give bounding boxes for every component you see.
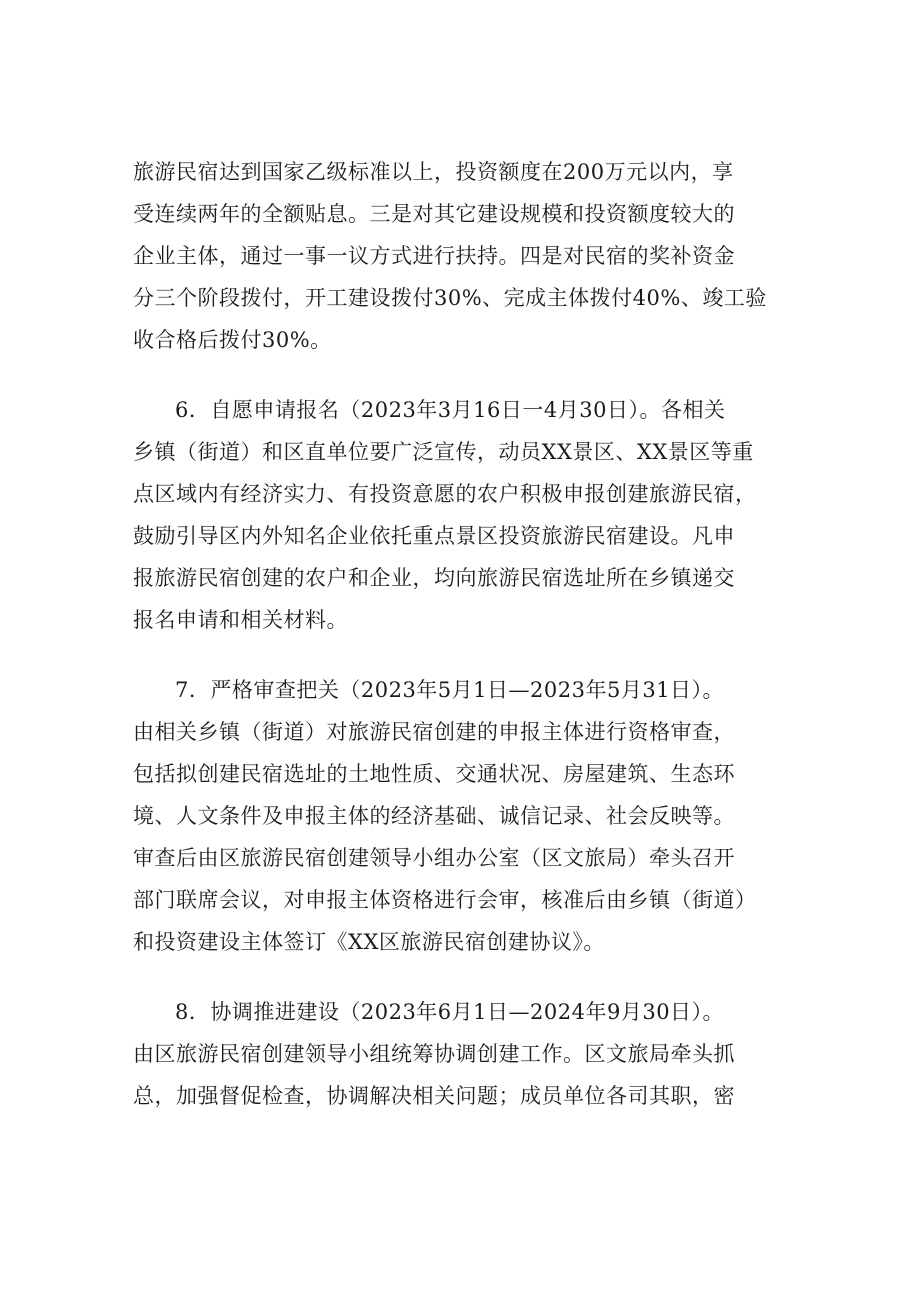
text-line: 审查后由区旅游民宿创建领导小组办公室（区文旅局）牵头召开 bbox=[133, 846, 735, 870]
paragraph-heading-6: 6．自愿申请报名（2023年3月16日一4月30日）。各相关 bbox=[175, 398, 726, 422]
text-line: 收合格后拨付30%。 bbox=[133, 328, 332, 352]
text-line: 点区域内有经济实力、有投资意愿的农户积极申报创建旅游民宿， bbox=[133, 482, 757, 506]
text-line: 报名申请和相关材料。 bbox=[133, 608, 348, 632]
text-line: 部门联席会议，对申报主体资格进行会审，核准后由乡镇（街道） bbox=[133, 888, 757, 912]
text-line: 乡镇（街道）和区直单位要广泛宣传，动员XX景区、XX景区等重 bbox=[133, 440, 754, 464]
paragraph-heading-8: 8．协调推进建设（2023年6月1日—2024年9月30日）。 bbox=[175, 1000, 725, 1024]
text-line: 总，加强督促检查，协调解决相关问题；成员单位各司其职，密 bbox=[133, 1084, 735, 1108]
text-line: 由区旅游民宿创建领导小组统筹协调创建工作。区文旅局牵头抓 bbox=[133, 1042, 735, 1066]
text-line: 企业主体，通过一事一议方式进行扶持。四是对民宿的奖补资金 bbox=[133, 244, 735, 268]
text-line: 旅游民宿达到国家乙级标准以上，投资额度在200万元以内，享 bbox=[133, 160, 734, 184]
text-line: 鼓励引导区内外知名企业依托重点景区投资旅游民宿建设。凡申 bbox=[133, 524, 735, 548]
text-line: 由相关乡镇（街道）对旅游民宿创建的申报主体进行资格审查， bbox=[133, 720, 735, 744]
paragraph-heading-7: 7．严格审查把关（2023年5月1日—2023年5月31日）。 bbox=[175, 678, 725, 702]
text-line: 报旅游民宿创建的农户和企业，均向旅游民宿选址所在乡镇递交 bbox=[133, 566, 735, 590]
text-line: 受连续两年的全额贴息。三是对其它建设规模和投资额度较大的 bbox=[133, 202, 735, 226]
text-line: 包括拟创建民宿选址的土地性质、交通状况、房屋建筑、生态环 bbox=[133, 762, 735, 786]
text-line: 境、人文条件及申报主体的经济基础、诚信记录、社会反映等。 bbox=[133, 804, 735, 828]
text-line: 和投资建设主体签订《XX区旅游民宿创建协议》。 bbox=[133, 930, 605, 954]
text-line: 分三个阶段拨付，开工建设拨付30%、完成主体拨付40%、竣工验 bbox=[133, 286, 767, 310]
